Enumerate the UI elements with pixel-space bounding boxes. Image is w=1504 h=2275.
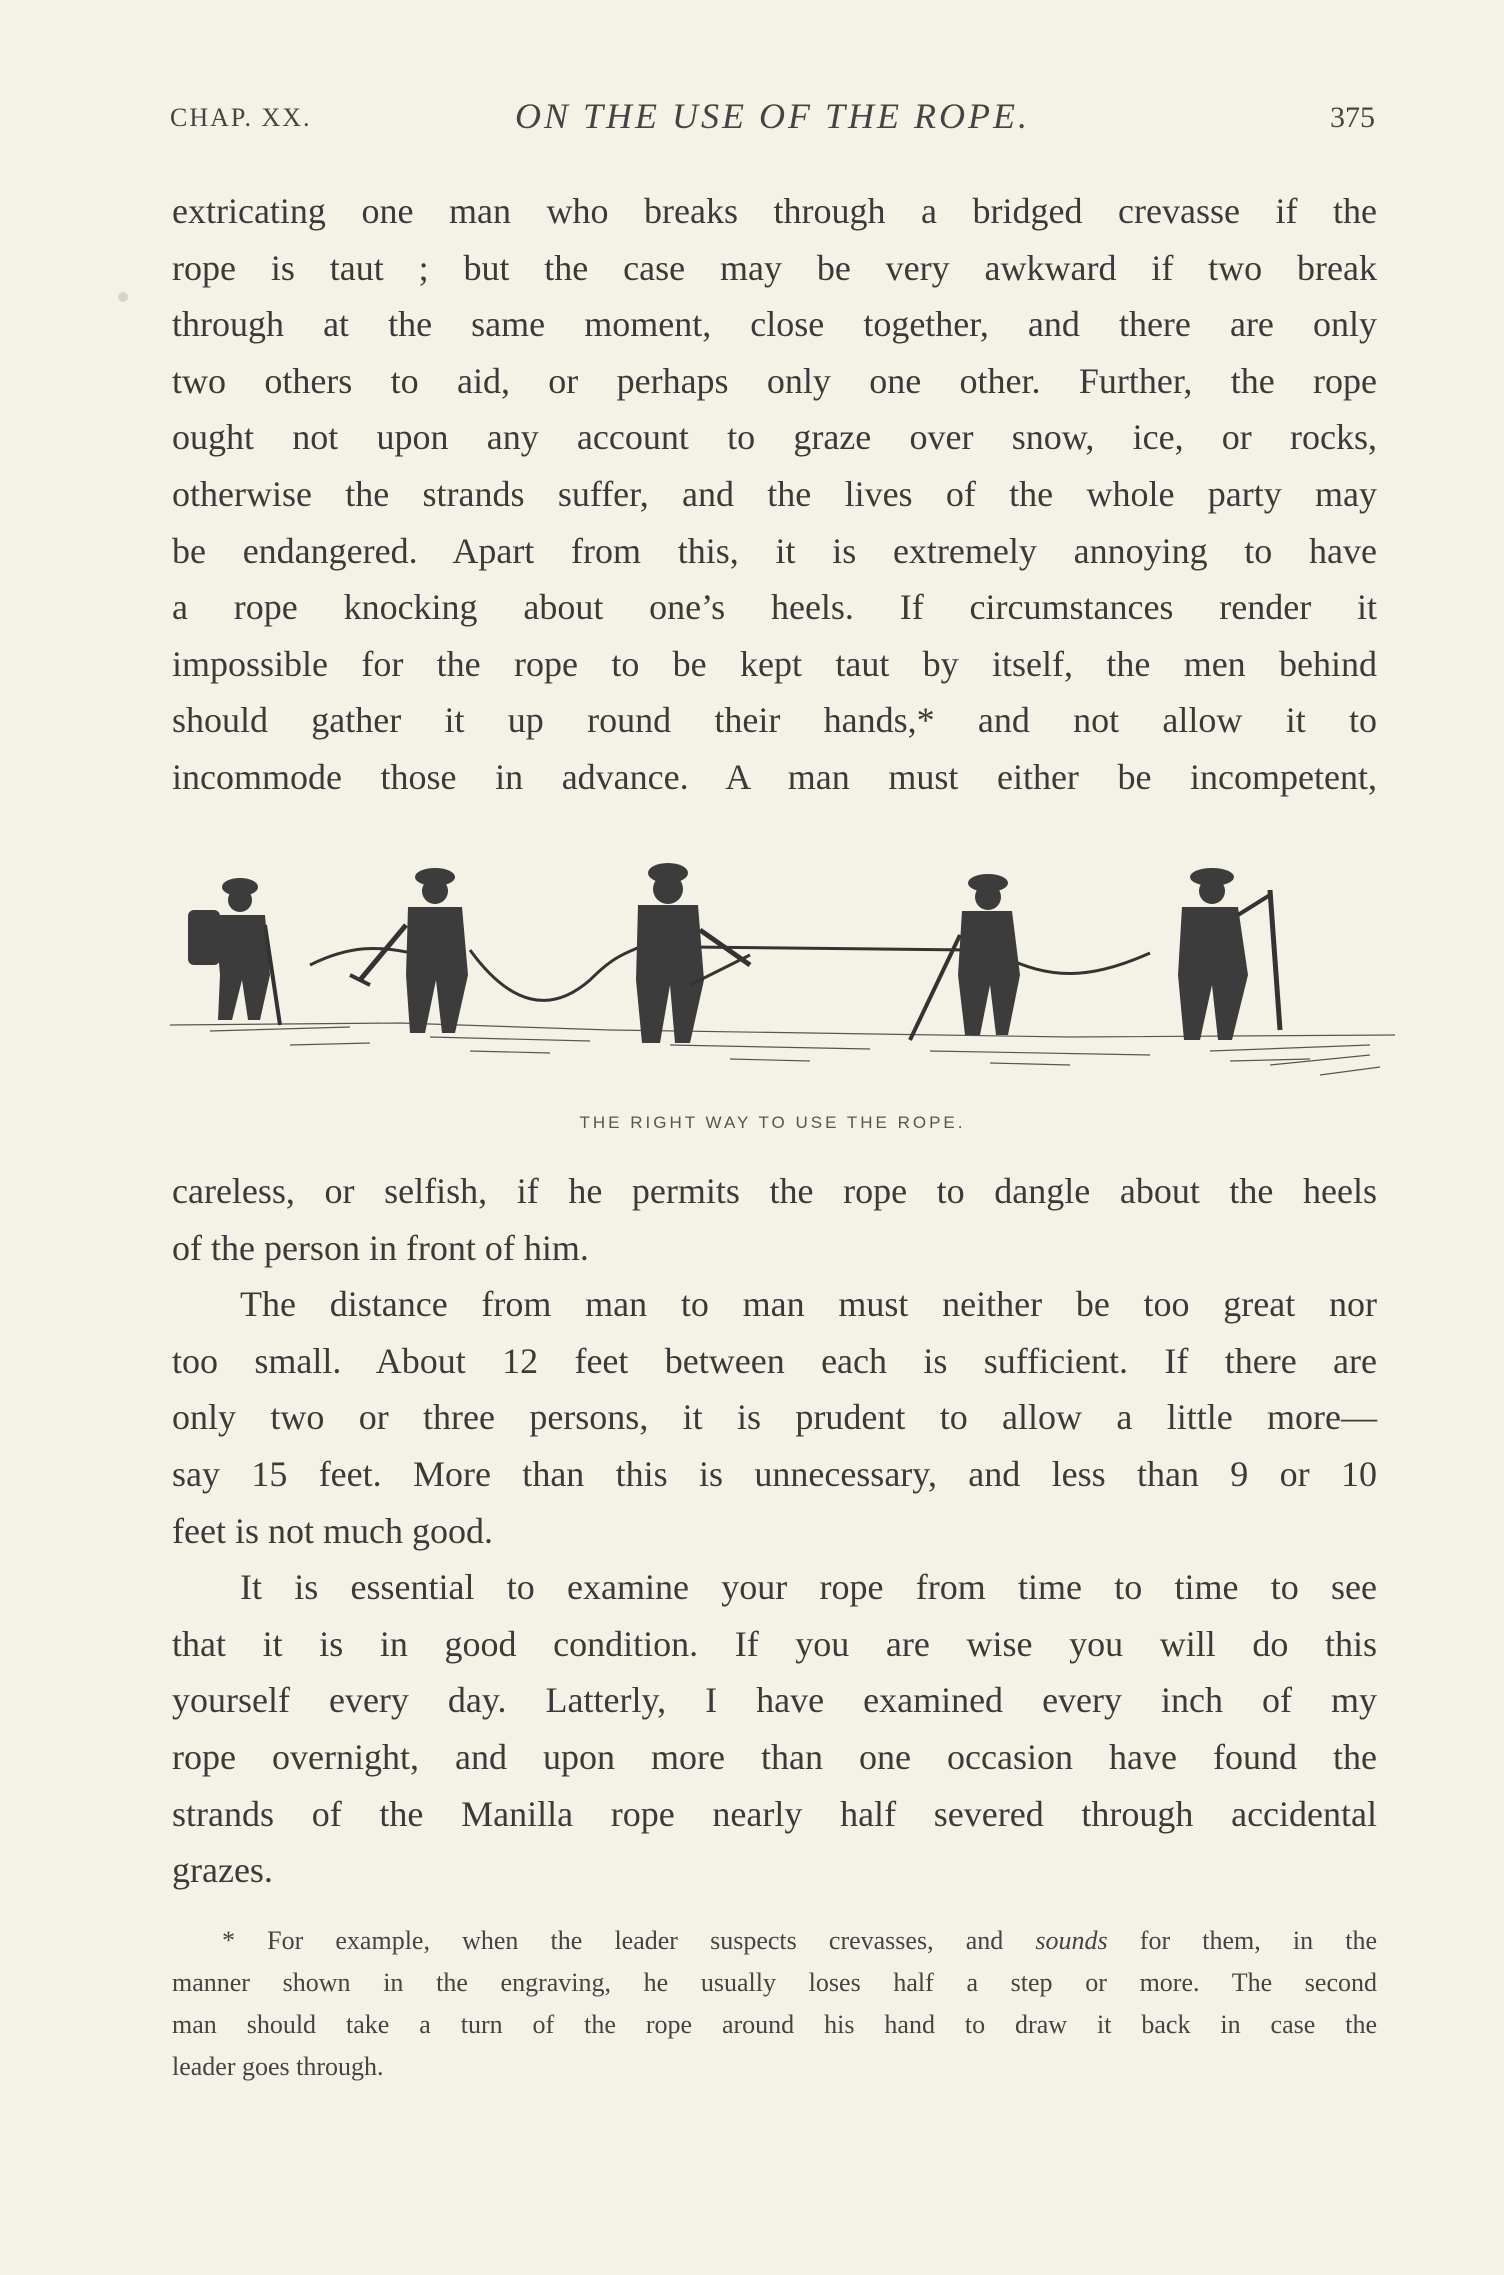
climber-3 <box>636 863 750 1043</box>
running-header <box>170 95 1375 145</box>
paragraph-continued <box>172 183 1377 806</box>
text-line: through at the same moment, close together, and there are only <box>172 304 1377 345</box>
climber-5 <box>1178 868 1280 1040</box>
text-line: too small. About 12 feet between each is sufficient. If there are <box>172 1340 1377 1381</box>
page-number: 375 <box>1330 101 1375 134</box>
engraving-roped-climbers <box>170 855 1395 1100</box>
body-text-continued <box>172 1163 1377 1899</box>
text-line: should gather it up round their hands,* and not allow it to <box>172 700 1377 741</box>
chapter-title: ON THE USE OF THE ROPE. <box>515 96 1030 136</box>
text-line: grazes. <box>172 1850 273 1891</box>
footnote-line: leader goes through. <box>172 2052 384 2081</box>
footnote <box>172 1920 1377 2088</box>
text-line: incommode those in advance. A man must either be incompetent, <box>172 756 1377 797</box>
text-line: careless, or selfish, if he permits the rope to dangle about the heels <box>172 1171 1377 1211</box>
text-line: that it is in good condition. If you are wise you will do this <box>172 1623 1377 1664</box>
footnote-line: manner shown in the engraving, he usually loses half a step or more. The second <box>172 1968 1377 1997</box>
text-line: rope is taut ; but the case may be very awkward if two break <box>172 247 1377 288</box>
text-line: extricating one man who breaks through a bridged crevasse if the <box>172 191 1377 231</box>
climber-1 <box>188 878 280 1025</box>
climber-2 <box>350 868 468 1033</box>
text-line: say 15 feet. More than this is unnecessary, and less than 9 or 10 <box>172 1453 1377 1494</box>
text-line: feet is not much good. <box>172 1510 493 1551</box>
text-line: of the person in front of him. <box>172 1227 589 1268</box>
text-line: only two or three persons, it is prudent to allow a little more— <box>172 1397 1377 1438</box>
text-line: strands of the Manilla rope nearly half severed through accidental <box>172 1793 1377 1834</box>
climbers <box>188 863 1280 1043</box>
text-line: otherwise the strands suffer, and the lives of the whole party may <box>172 473 1377 514</box>
footnote-emphasis: sounds <box>1035 1926 1108 1955</box>
text-line: The distance from man to man must neither be too great nor <box>240 1284 1377 1325</box>
climber-4 <box>910 874 1020 1040</box>
text-line: a rope knocking about one’s heels. If circumstances render it <box>172 587 1377 628</box>
text-line: It is essential to examine your rope from time to time to see <box>240 1567 1377 1608</box>
footnote-text: for them, in the <box>1107 1926 1378 1955</box>
snow-ground <box>170 1023 1395 1075</box>
paper-spot <box>118 292 128 302</box>
footnote-line: man should take a turn of the rope around his hand to draw it back in case the <box>172 2010 1377 2039</box>
text-line: rope overnight, and upon more than one occasion have found the <box>172 1736 1377 1777</box>
text-line: be endangered. Apart from this, it is extremely annoying to have <box>172 530 1377 571</box>
text-line: yourself every day. Latterly, I have examined every inch of my <box>172 1680 1377 1721</box>
footnote-line <box>172 1920 1377 1962</box>
text-line: impossible for the rope to be kept taut by itself, the men behind <box>172 643 1377 684</box>
footnote-text: * For example, when the leader suspects crevasses, and <box>222 1926 1036 1955</box>
text-line: two others to aid, or perhaps only one other. Further, the rope <box>172 360 1377 401</box>
figure-caption: THE RIGHT WAY TO USE THE ROPE. <box>579 1113 966 1132</box>
chapter-label: CHAP. XX. <box>170 103 312 132</box>
text-line: ought not upon any account to graze over snow, ice, or rocks, <box>172 417 1377 458</box>
